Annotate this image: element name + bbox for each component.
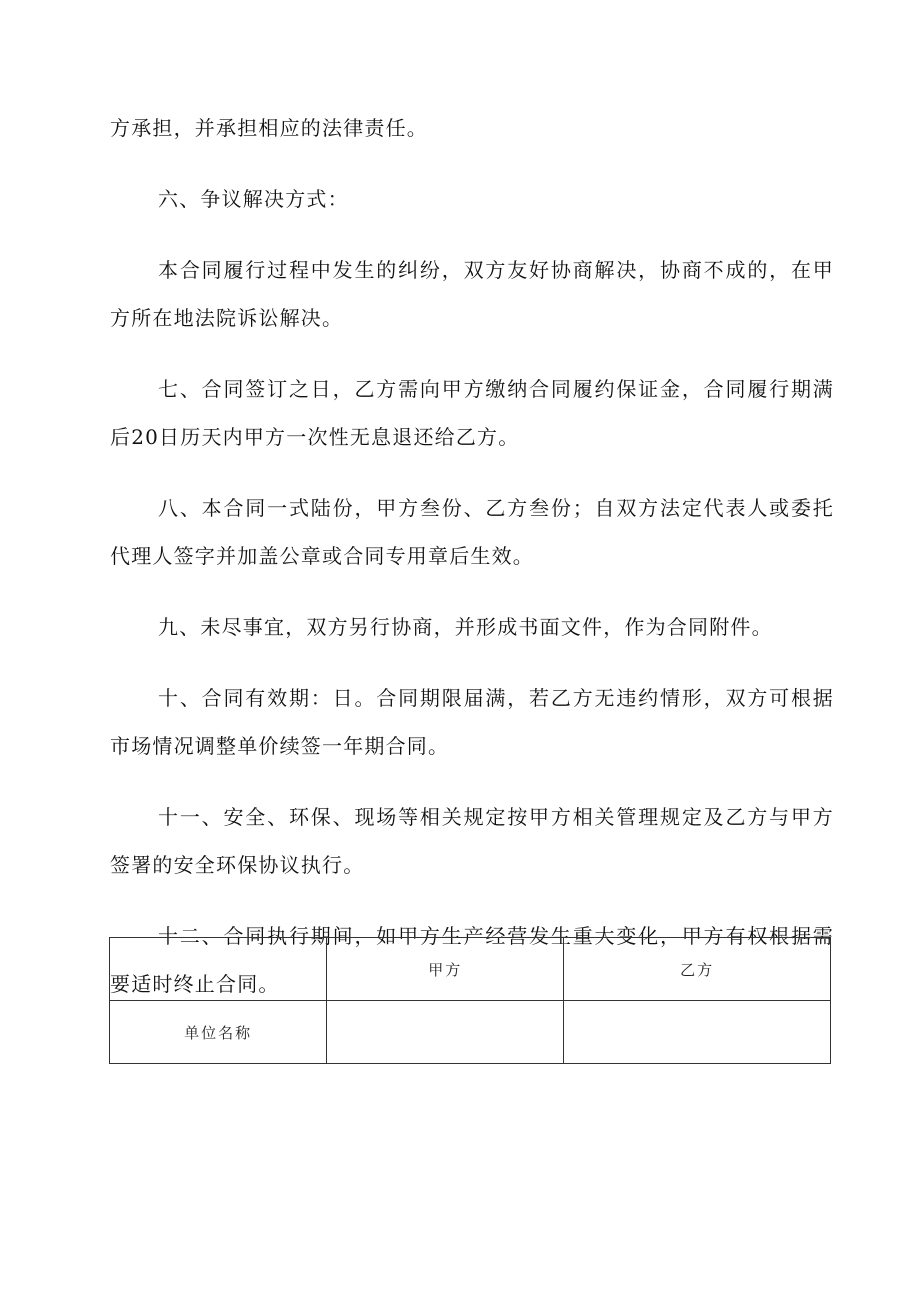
party-a-unit-name-cell [327, 1001, 564, 1064]
contract-body [110, 104, 834, 1031]
paragraph-copies-effectiveness: 八、本合同一式陆份，甲方叁份、乙方叁份；自双方法定代表人或委托代理人签字并加盖公章或合同专用章后生效。 [110, 496, 834, 568]
paragraph-dispute-resolution: 本合同履行过程中发生的纠纷，双方友好协商解决，协商不成的，在甲方所在地法院诉讼解决。 [110, 258, 834, 330]
paragraph-unresolved-matters: 九、未尽事宜，双方另行协商，并形成书面文件，作为合同附件。 [158, 615, 773, 639]
paragraph-termination: 十二、合同执行期间，如甲方生产经营发生重大变化，甲方有权根据需要适时终止合同。 [110, 924, 834, 996]
paragraph-validity-period: 十、合同有效期：日。合同期限届满，若乙方无违约情形，双方可根据市场情况调整单价续签一年期合同。 [110, 686, 834, 758]
paragraph-dispute-heading: 六、争议解决方式： [158, 187, 349, 211]
party-b-unit-name-cell [564, 1001, 831, 1064]
header-blank-cell [110, 938, 327, 1001]
header-party-b: 乙方 [564, 938, 831, 1001]
signature-table [109, 937, 831, 1064]
paragraph-performance-deposit: 七、合同签订之日，乙方需向甲方缴纳合同履约保证金，合同履行期满后20日历天内甲方一次性无息退还给乙方。 [110, 377, 834, 449]
signature-table-header-row [110, 938, 831, 1001]
paragraph-liability-tail: 方承担，并承担相应的法律责任。 [110, 116, 428, 140]
paragraph-safety-environment: 十一、安全、环保、现场等相关规定按甲方相关管理规定及乙方与甲方签署的安全环保协议执行。 [110, 805, 834, 877]
signature-table-row [110, 1001, 831, 1064]
row-label-unit-name: 单位名称 [110, 1001, 327, 1064]
header-party-a: 甲方 [327, 938, 564, 1001]
